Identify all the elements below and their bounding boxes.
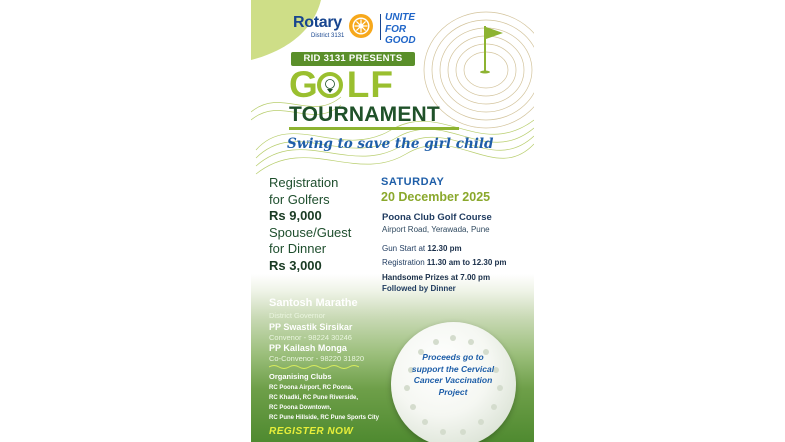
clubs-title: Organising Clubs xyxy=(269,372,332,381)
tagline-line: GOOD xyxy=(385,35,416,46)
logo-divider xyxy=(380,14,381,40)
event-date: 20 December 2025 xyxy=(381,190,491,204)
registration-time: 11.30 am to 12.30 pm xyxy=(426,258,507,267)
convenor-role: Convenor - 98224 30246 xyxy=(269,333,352,342)
rotary-tagline xyxy=(385,12,445,47)
prizes-row xyxy=(382,273,490,282)
cause-line: support the Cervical xyxy=(411,363,495,374)
rotary-wheel-icon xyxy=(348,13,374,39)
golfers-label-line2: for Golfers xyxy=(269,191,330,207)
title-underline xyxy=(289,127,459,130)
gun-start xyxy=(382,244,462,253)
prizes-time: 7.00 pm xyxy=(460,273,491,282)
guest-label-line1: Spouse/Guest xyxy=(269,224,352,240)
registration-fees xyxy=(269,175,379,274)
golf-title-g: G xyxy=(289,64,319,105)
coconvenor-role: Co-Convenor - 98220 31820 xyxy=(269,354,365,363)
rotary-district: District 3131 xyxy=(311,33,345,39)
tagline-line: FOR xyxy=(385,23,407,35)
golf-ball-letter-icon xyxy=(317,72,343,98)
gun-start-label: Gun Start at xyxy=(382,244,426,253)
wavy-divider xyxy=(269,364,359,369)
guest-fee: Rs 3,000 xyxy=(269,257,322,273)
tournament-title: TOURNAMENT xyxy=(289,103,440,126)
dinner-note: Followed by Dinner xyxy=(382,284,456,293)
event-venue: Poona Club Golf Course xyxy=(382,212,492,223)
prizes-label: Handsome Prizes at xyxy=(382,273,459,282)
rotary-logo-text: Rotary xyxy=(293,14,342,31)
governor-role: District Governor xyxy=(269,311,326,320)
registration-label: Registration xyxy=(382,258,425,267)
cause-line: Cancer Vaccination xyxy=(413,375,493,385)
event-address: Airport Road, Yerawada, Pune xyxy=(382,225,490,234)
event-day: SATURDAY xyxy=(381,176,445,188)
governor-name: Santosh Marathe xyxy=(269,297,358,309)
coconvenor-name: PP Kailash Monga xyxy=(269,343,347,353)
registration-time-row xyxy=(382,258,507,267)
club-line: RC Khadki, RC Pune Riverside, xyxy=(269,395,359,401)
convenor-name: PP Swastik Sirsikar xyxy=(269,322,353,332)
club-line: RC Poona Downtown, xyxy=(269,405,332,411)
golf-title-lf: LF xyxy=(346,64,394,105)
club-line: RC Pune Hillside, RC Pune Sports City xyxy=(269,415,380,421)
register-now-link[interactable]: REGISTER NOW xyxy=(269,426,354,437)
club-line: RC Poona Airport, RC Poona, xyxy=(269,385,353,391)
gun-start-time: 12.30 pm xyxy=(427,244,462,253)
cause-line: Project xyxy=(438,386,468,397)
guest-label-line2: for Dinner xyxy=(269,241,327,256)
slogan: Swing to save the girl child xyxy=(287,136,494,152)
golf-flag-icon xyxy=(479,24,509,74)
tagline-line: UNITE xyxy=(385,12,415,23)
golfers-label-line1: Registration xyxy=(269,175,339,190)
cause-line: Proceeds go to xyxy=(422,352,484,362)
cause-text xyxy=(403,352,503,398)
golfers-fee: Rs 9,000 xyxy=(269,208,322,223)
presents-banner: RID 3131 PRESENTS xyxy=(291,52,415,66)
golf-tournament-poster xyxy=(251,0,534,442)
